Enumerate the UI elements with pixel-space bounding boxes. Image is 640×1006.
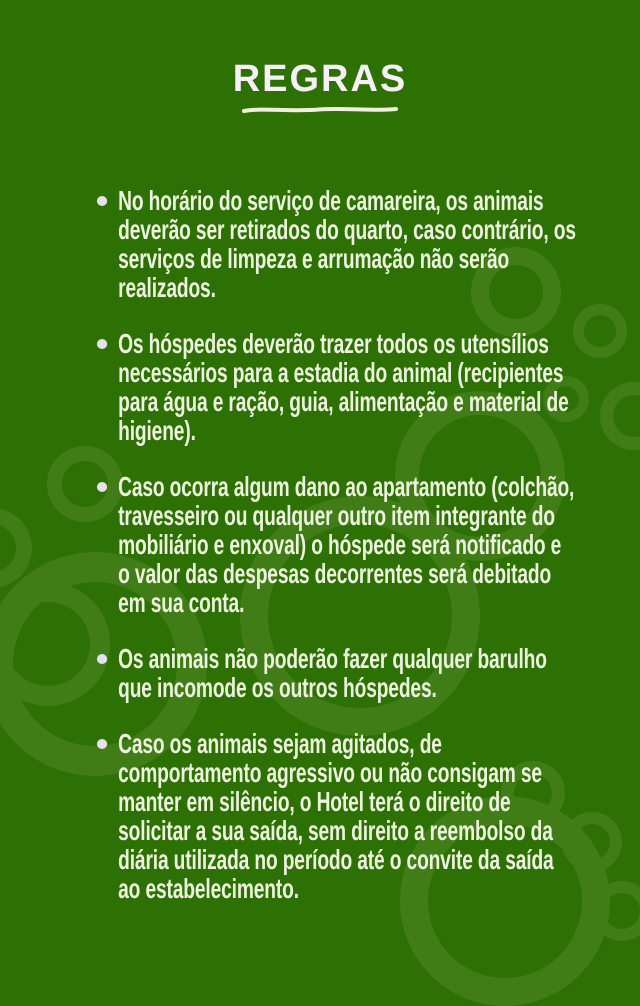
rule-text: No horário do serviço de camareira, os animais deverão ser retirados do quarto, caso contrário, os serviços de limpeza e arrumação não serão realizados. xyxy=(118,185,576,303)
rule-item xyxy=(88,472,578,617)
bullet-dot-icon xyxy=(97,482,107,492)
rule-text: Os hóspedes deverão trazer todos os utensílios necessários para a estadia do animal (recipientes para água e ração, guia, alimentação e material de higiene). xyxy=(118,328,569,446)
rule-text: Os animais não poderão fazer qualquer barulho que incomode os outros hóspedes. xyxy=(118,643,547,703)
bullet-dot-icon xyxy=(97,739,107,749)
rules-list xyxy=(88,186,578,903)
rules-poster xyxy=(0,56,640,903)
bullet-dot-icon xyxy=(97,196,107,206)
rule-item xyxy=(88,186,578,302)
rule-text: Caso os animais sejam agitados, de comportamento agressivo ou não consigam se manter em silêncio, o Hotel terá o direito de solicitar a sua saída, sem direito a reembolso da diária utilizada no período até o convite da saída ao estabelecimento. xyxy=(118,728,554,904)
page-title: REGRAS xyxy=(232,58,408,100)
rule-item xyxy=(88,329,578,445)
rule-text: Caso ocorra algum dano ao apartamento (colchão, travesseiro ou qualquer outro item integrante do mobiliário e enxoval) o hóspede será notificado e o valor das despesas decorrentes será debitado em sua conta. xyxy=(118,471,575,618)
poster-background xyxy=(0,56,640,983)
rule-item xyxy=(88,729,578,903)
bullet-dot-icon xyxy=(97,654,107,664)
title-underline-squiggle xyxy=(241,104,399,116)
bullet-dot-icon xyxy=(97,339,107,349)
rule-item xyxy=(88,644,578,702)
